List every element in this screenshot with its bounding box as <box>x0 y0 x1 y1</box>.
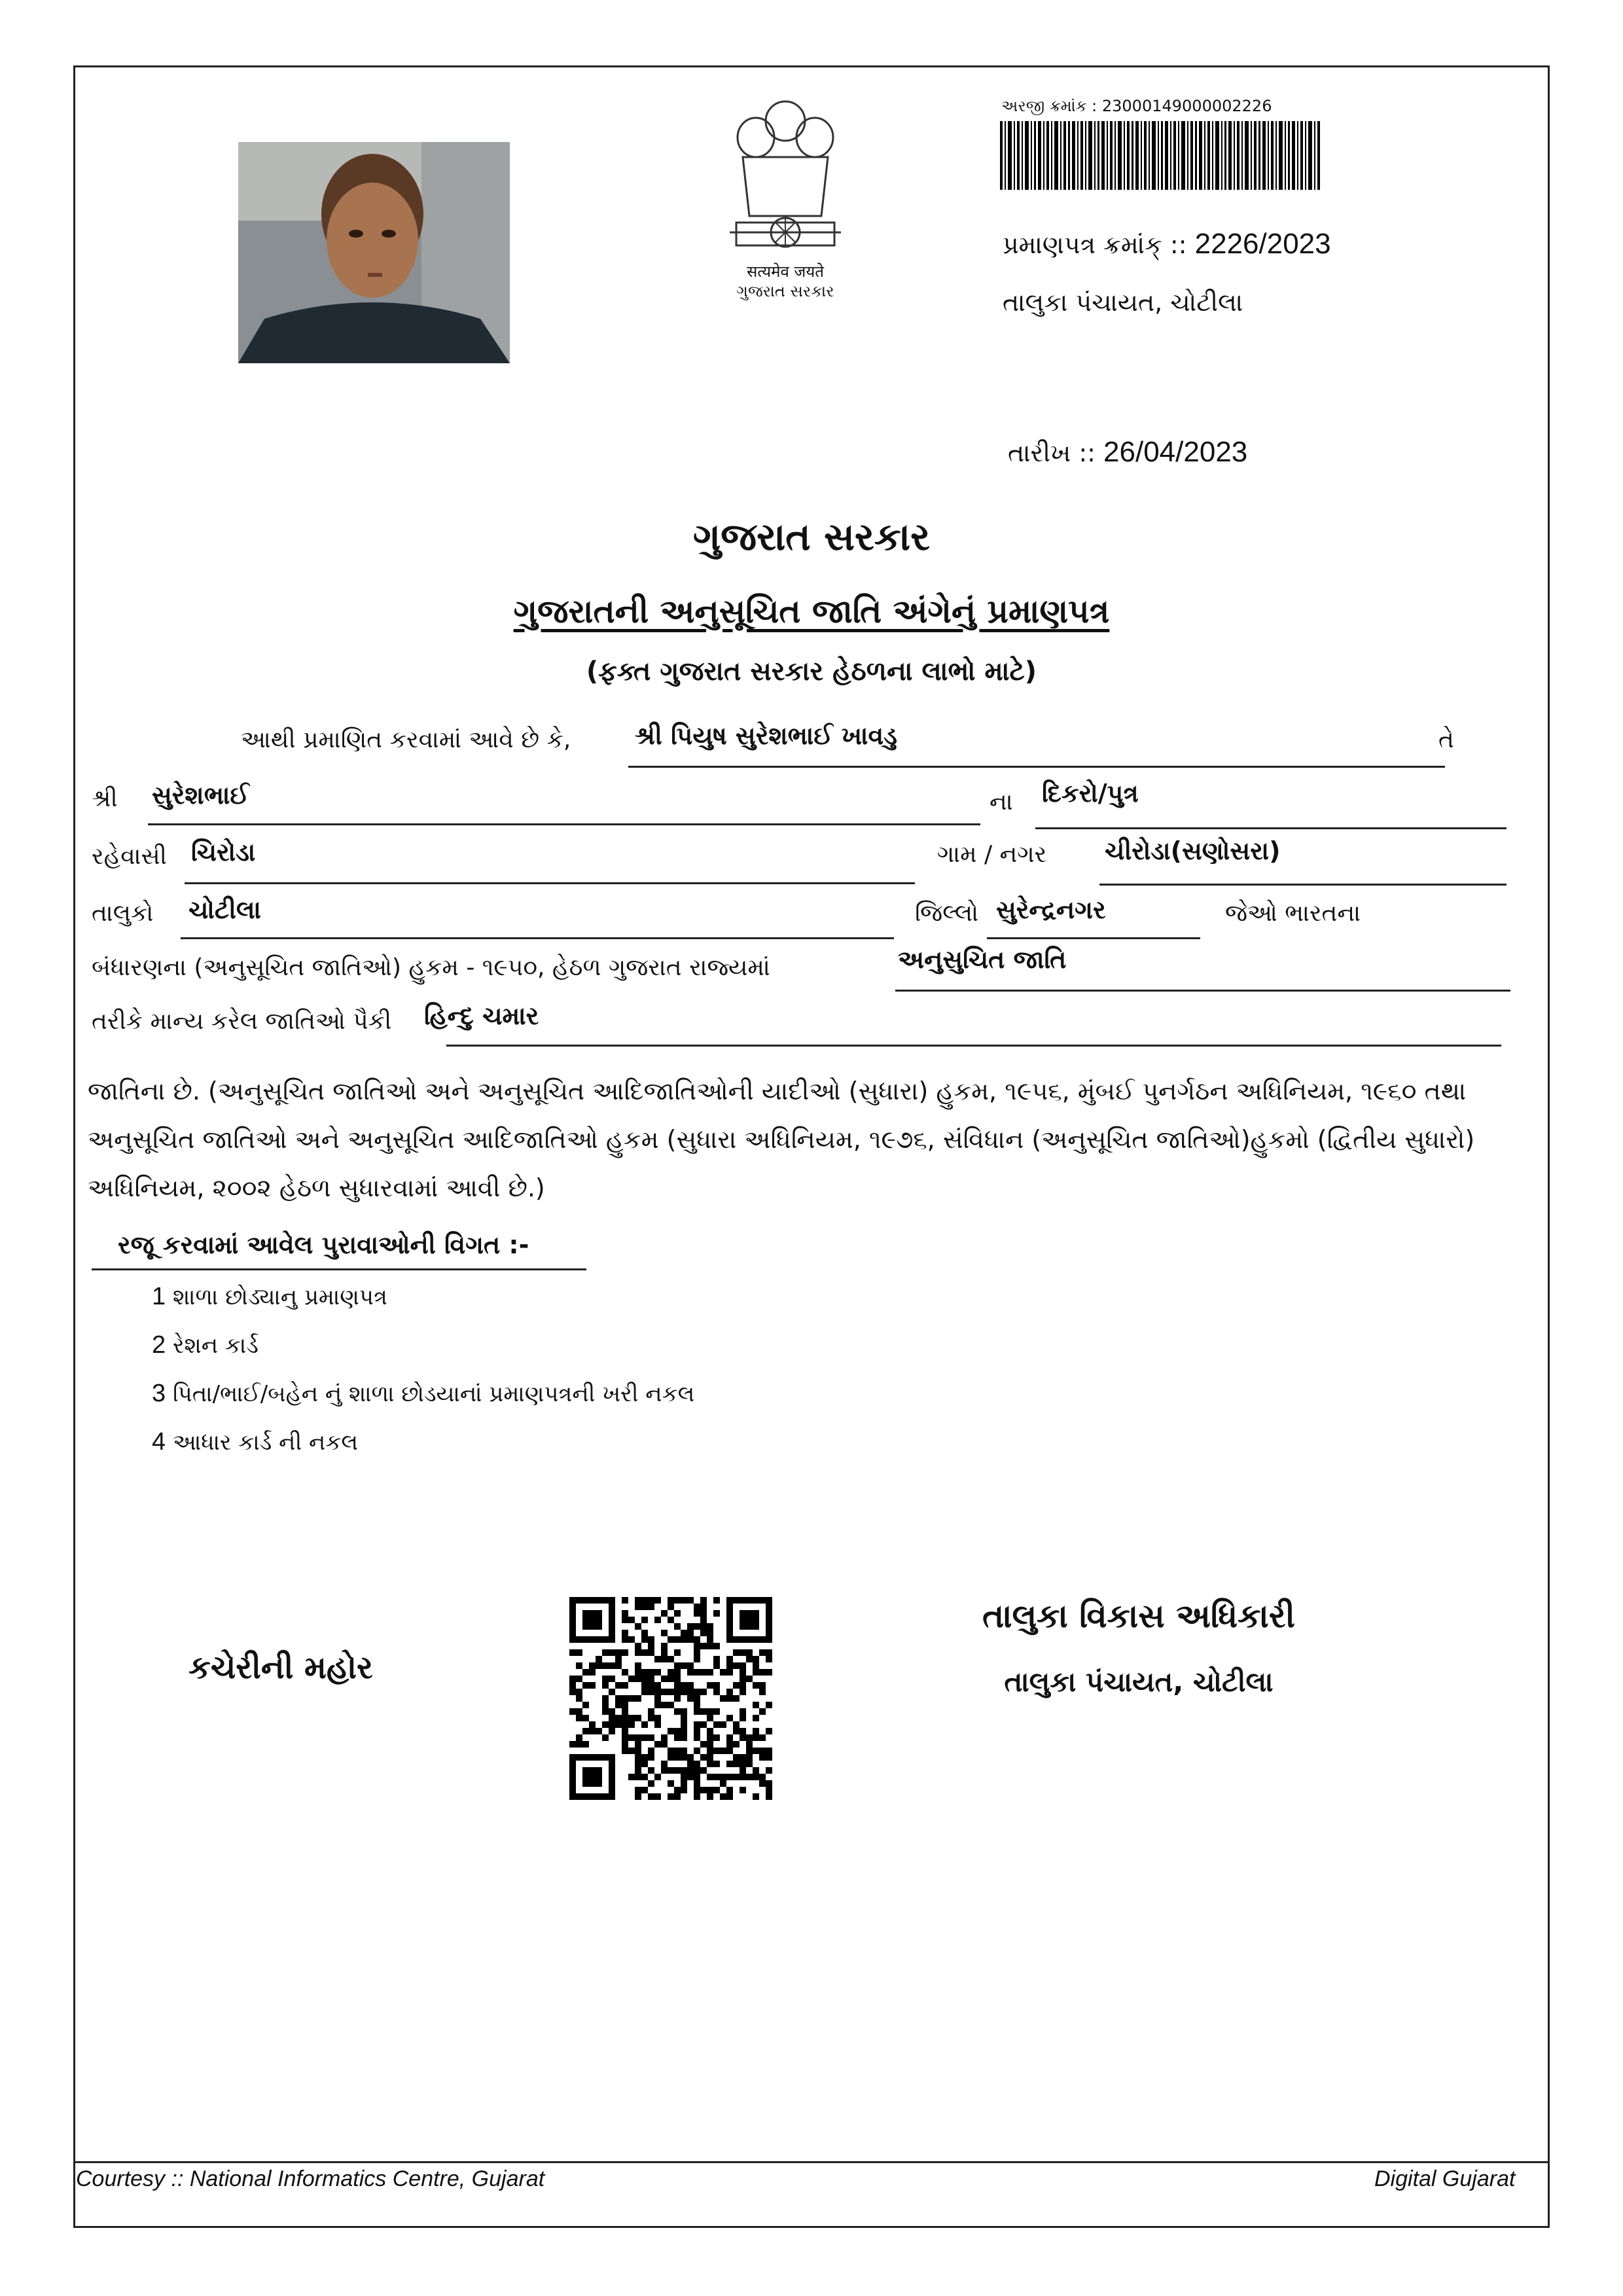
footer-courtesy: Courtesy :: National Informatics Centre, Gujarat <box>76 2166 545 2191</box>
legal-paragraph <box>88 1067 1541 1212</box>
underline <box>185 882 915 884</box>
emblem-motto: सत्यमेव जयते <box>747 262 824 281</box>
footer-brand: Digital Gujarat <box>1374 2166 1516 2191</box>
na-text: ના <box>990 789 1013 816</box>
village-label: ગામ / નગર <box>937 841 1047 868</box>
certificate-subtitle: (ફક્ત ગુજરાત સરકાર હેઠળના લાભો માટે) <box>586 656 1037 687</box>
officer-office: તાલુકા પંચાયત, ચોટીલા <box>1004 1666 1274 1698</box>
resident-label: રહેવાસી <box>92 843 167 870</box>
caste-value: હિન્દુ ચમાર <box>424 1001 539 1030</box>
paragraph-line: અધિનિયમ, ૨૦૦૨ હેઠળ સુધારવામાં આવી છે.) <box>88 1174 545 1202</box>
recognized-text: તરીકે માન્ય કરેલ જાતિઓ પૈકી <box>92 1008 392 1035</box>
evidence-item-text: શાળા છોડ્યાનુ પ્રમાણપત્ર <box>172 1284 387 1310</box>
paragraph-line: અનુસૂચિત જાતિઓ અને અનુસૂચિત આદિજાતિઓ હુકમ (સુધારા અધિનિયમ, ૧૯૭૬, સંવિધાન (અનુસૂચિત જાતિઓ)હુકમો (દ્વિતીય સુધારો) <box>88 1125 1475 1154</box>
issue-date <box>1008 436 1247 469</box>
certificate-title <box>0 592 1623 631</box>
evidence-item <box>152 1331 259 1359</box>
underline <box>148 823 980 825</box>
qr-code <box>569 1597 772 1800</box>
evidence-item-text: પિતા/ભાઈ/બહેન નું શાળા છોડયાનાં પ્રમાણપત્રની ખરી નકલ <box>172 1381 695 1407</box>
evidence-item-number: 4 <box>152 1428 166 1456</box>
evidence-item-text: રેશન કાર્ડ <box>172 1333 259 1359</box>
underline <box>987 937 1200 939</box>
order-text: બંધારણના (અનુસૂચિત જાતિઓ) હુકમ - ૧૯૫૦, હેઠળ ગુજરાત રાજ્યમાં <box>92 954 770 981</box>
certificate-title-text: ગુજરાતની અનુસૂચિત જાતિ અંગેનું પ્રમાણપત્ર <box>513 592 1110 630</box>
application-number: અરજી ક્રમાંક : 23000149000002226 <box>1001 97 1272 115</box>
relation: દિકરો/પુત્ર <box>1042 779 1139 808</box>
taluka-value: ચોટીલા <box>188 895 261 924</box>
shri-label: શ્રી <box>92 785 118 812</box>
district-value: સુરેન્દ્રનગર <box>996 895 1106 924</box>
village-value: ચીરોડા(સણોસરા) <box>1105 836 1281 865</box>
issuing-office: તાલુકા પંચાયત, ચોટીલા <box>1003 288 1243 317</box>
evidence-item-number: 1 <box>152 1283 166 1310</box>
emblem-gov: ગુજરાત સરકાર <box>736 282 834 300</box>
evidence-item-number: 2 <box>152 1331 166 1359</box>
office-seal-label: કચેરીની મહોર <box>188 1649 373 1686</box>
evidence-item-number: 3 <box>152 1380 166 1407</box>
barcode <box>1000 121 1321 190</box>
footer-divider <box>73 2161 1550 2163</box>
underline <box>446 1045 1501 1047</box>
underline <box>181 937 894 939</box>
issue-date-label: તારીખ :: <box>1008 439 1096 467</box>
certificate-number-value: 2226/2023 <box>1194 228 1331 260</box>
applicant-name: શ્રી પિયુષ સુરેશભાઈ ખાવડુ <box>635 721 897 750</box>
underline <box>1099 884 1507 886</box>
evidence-heading: રજૂ કરવામાં આવેલ પુરાવાઓની વિગત :- <box>118 1230 529 1259</box>
evidence-item <box>152 1428 358 1456</box>
underline <box>92 1268 586 1270</box>
evidence-item <box>152 1283 387 1311</box>
state-emblem <box>710 92 861 300</box>
evidence-item <box>152 1380 694 1408</box>
te-text: તે <box>1438 726 1454 753</box>
evidence-item-text: આધાર કાર્ડ ની નકલ <box>172 1429 359 1456</box>
who-india-text: જેઓ ભારતના <box>1225 900 1361 927</box>
certificate-number-label: પ્રમાણપત્ર ક્રમાંક્ :: <box>1003 230 1187 259</box>
government-title: ગુજરાત સરકાર <box>692 514 931 559</box>
paragraph-line: જાતિના છે. (અનુસૂચિત જાતિઓ અને અનુસૂચિત આદિજાતિઓની યાદીઓ (સુધારા) હુકમ, ૧૯૫૬, મુંબઈ પુનર્ગઠન અધિનિયમ, ૧૯૬૦ તથા <box>88 1077 1467 1105</box>
issue-date-value: 26/04/2023 <box>1103 436 1248 468</box>
intro-text: આથી પ્રમાણિત કરવામાં આવે છે કે, <box>241 726 571 753</box>
category-value: અનુસુચિત જાતિ <box>898 945 1067 974</box>
officer-title: તાલુકા વિકાસ અધિકારી <box>982 1597 1295 1635</box>
certificate-number <box>1003 228 1331 260</box>
applicant-photo <box>238 142 510 363</box>
underline <box>895 990 1510 992</box>
underline <box>1035 827 1507 829</box>
taluka-label: તાલુકો <box>92 900 154 927</box>
father-name: સુરેશભાઈ <box>152 781 249 810</box>
district-label: જિલ્લો <box>915 900 979 927</box>
resident-value: ચિરોડા <box>191 838 256 867</box>
underline <box>628 766 1445 768</box>
